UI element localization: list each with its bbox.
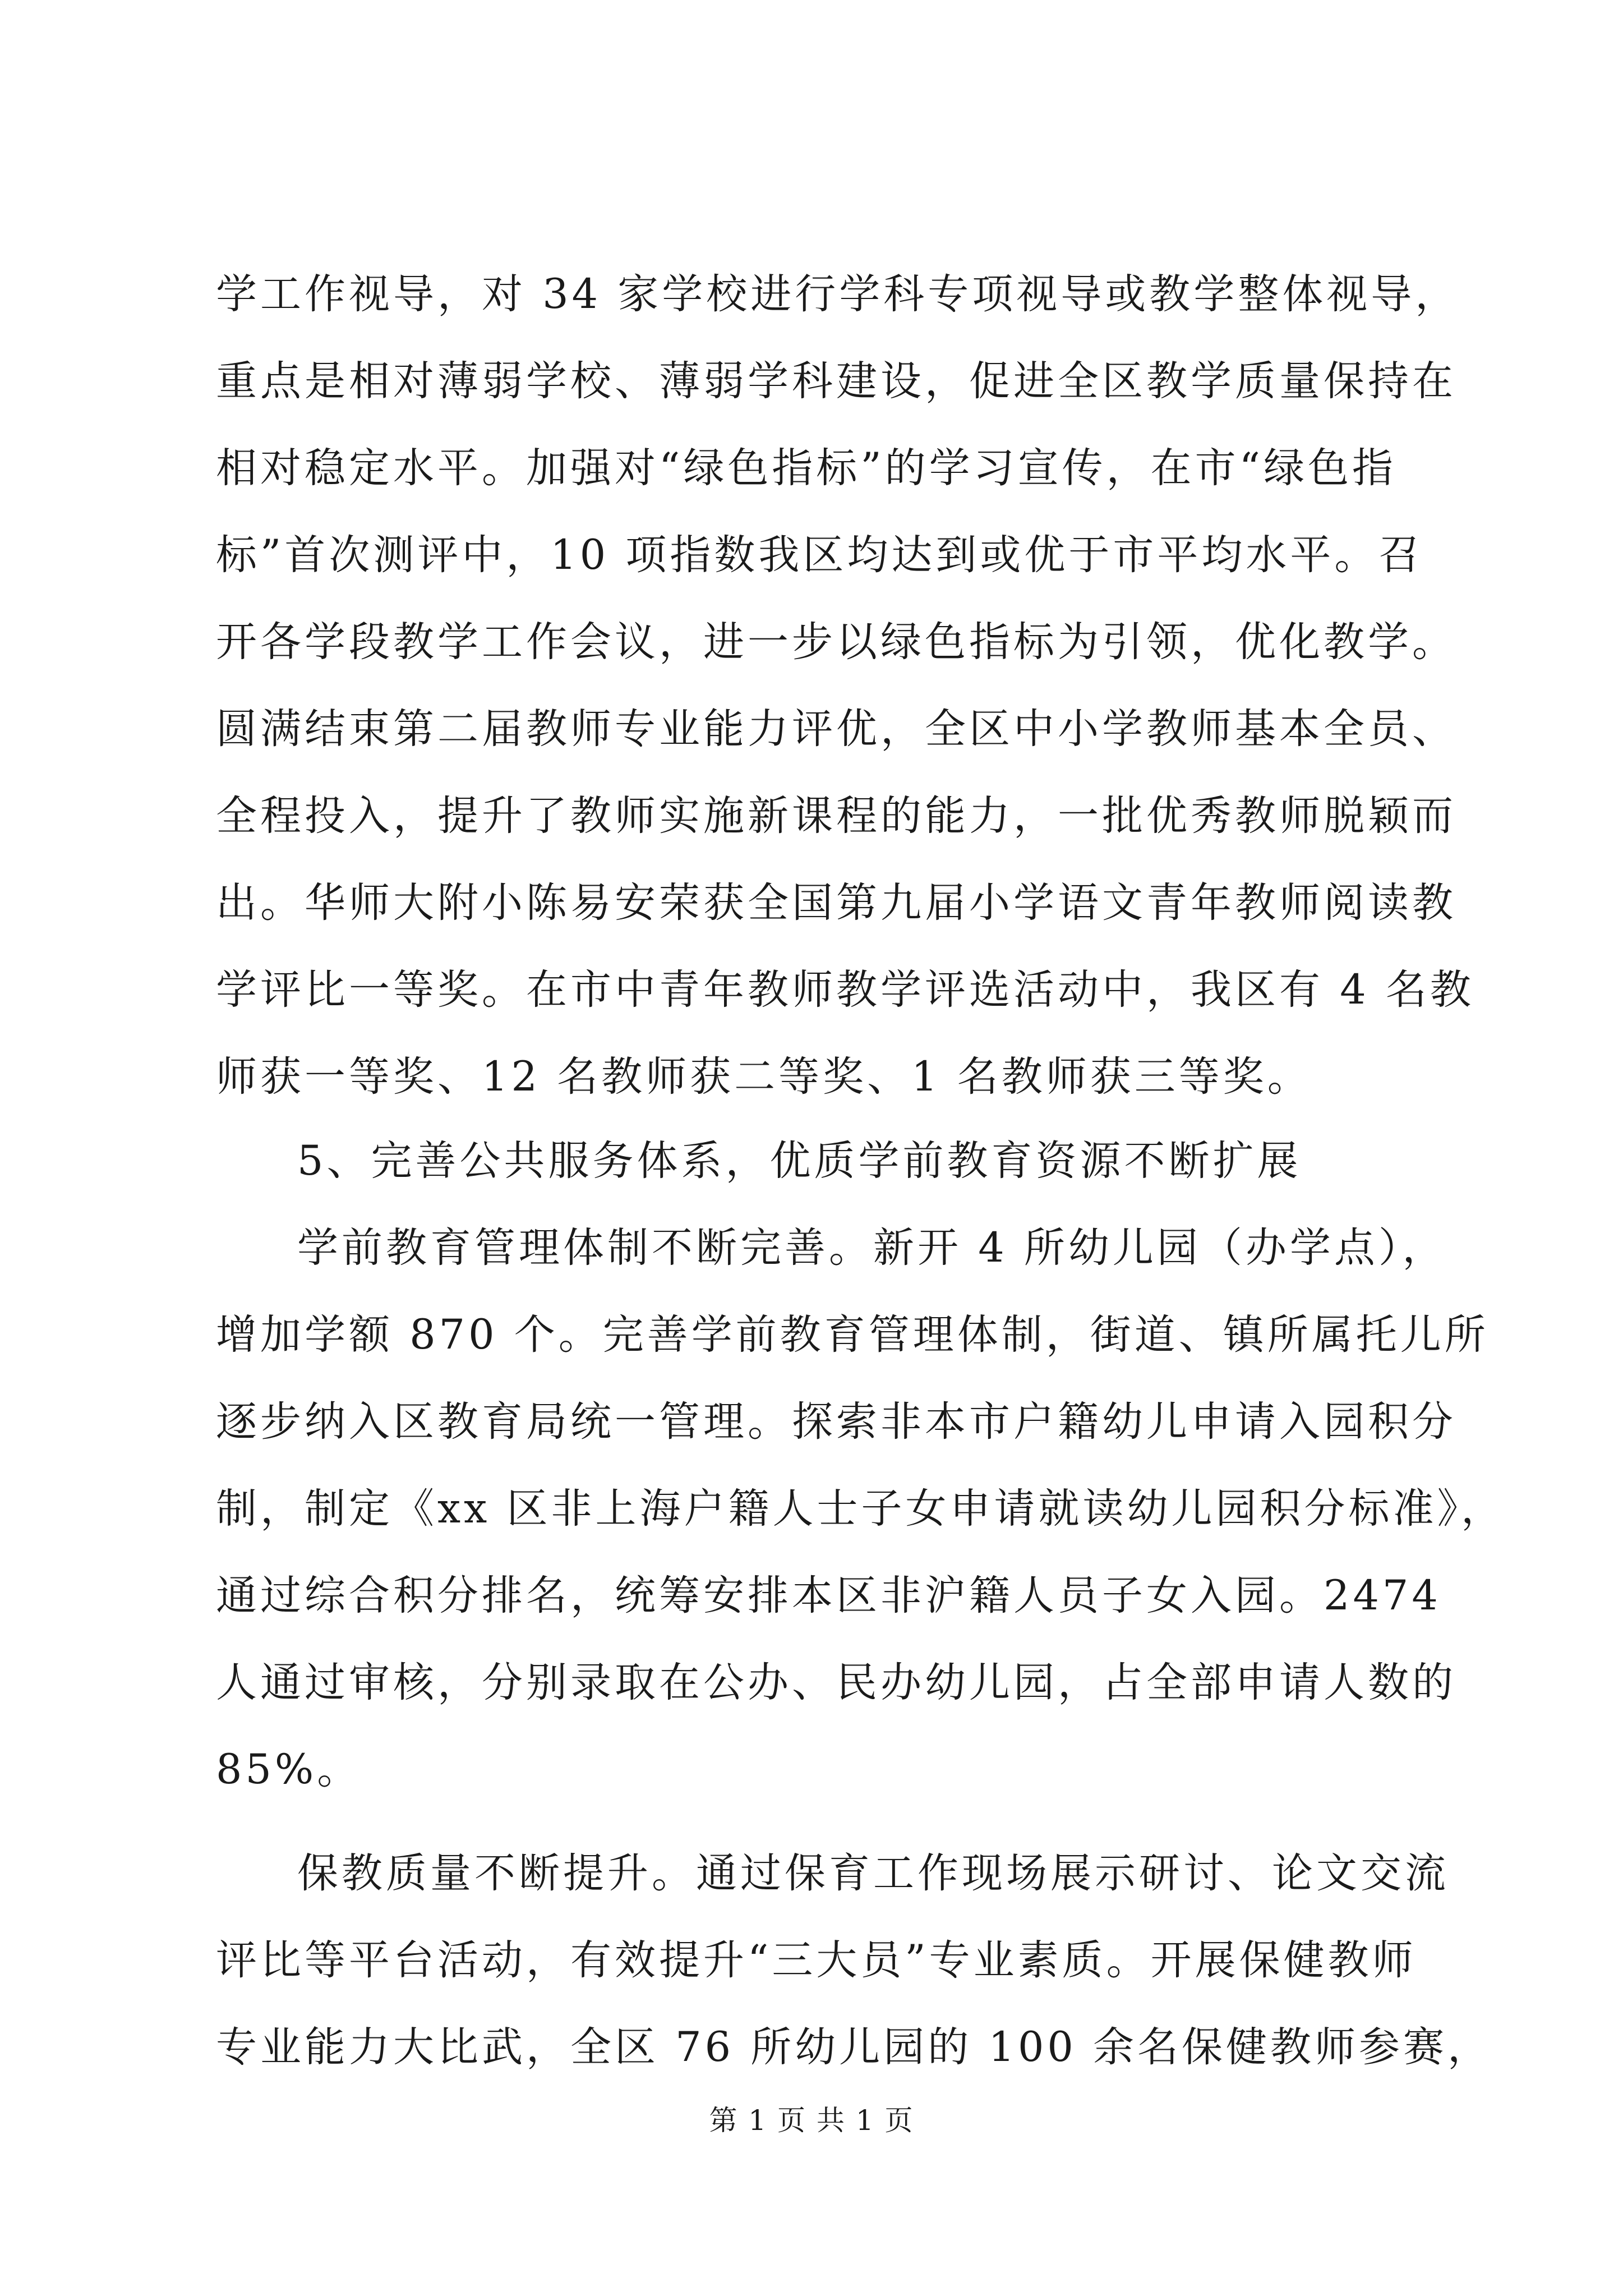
body-text-line: 标”首次测评中，10 项指数我区均达到或优于市平均水平。召 xyxy=(216,531,1423,579)
body-text-line: 85%。 xyxy=(216,1746,362,1793)
body-text-line: 评比等平台活动，有效提升“三大员”专业素质。开展保健教师 xyxy=(216,1936,1417,1984)
body-text-line: 开各学段教学工作会议，进一步以绿色指标为引领，优化教学。 xyxy=(216,618,1456,666)
body-text-line: 人通过审核，分别录取在公办、民办幼儿园，占全部申请人数的 xyxy=(216,1659,1456,1706)
page-number-footer: 第 1 页 共 1 页 xyxy=(709,2104,914,2137)
body-text-line: 逐步纳入区教育局统一管理。探索非本市户籍幼儿申请入园积分 xyxy=(216,1398,1456,1446)
body-text-line: 学评比一等奖。在市中青年教师教学评选活动中，我区有 4 名教 xyxy=(216,966,1474,1014)
body-text-line: 重点是相对薄弱学校、薄弱学科建设，促进全区教学质量保持在 xyxy=(216,357,1456,405)
body-text-line: 相对稳定水平。加强对“绿色指标”的学习宣传，在市“绿色指 xyxy=(216,444,1396,492)
body-text-line: 制，制定《xx 区非上海户籍人士子女申请就读幼儿园积分标准》， xyxy=(216,1485,1506,1533)
body-text-line: 师获一等奖、12 名教师获二等奖、1 名教师获三等奖。 xyxy=(216,1053,1312,1101)
body-text-line: 专业能力大比武，全区 76 所幼儿园的 100 余名保健教师参赛， xyxy=(216,2023,1492,2071)
paragraph-first-line: 学前教育管理体制不断完善。新开 4 所幼儿园（办学点）， xyxy=(297,1224,1447,1272)
body-text-line: 出。华师大附小陈易安荣获全国第九届小学语文青年教师阅读教 xyxy=(216,879,1456,927)
body-text-line: 通过综合积分排名，统筹安排本区非沪籍人员子女入园。2474 xyxy=(216,1572,1441,1619)
paragraph-first-line: 保教质量不断提升。通过保育工作现场展示研讨、论文交流 xyxy=(297,1849,1449,1897)
body-text-line: 增加学额 870 个。完善学前教育管理体制，街道、镇所属托儿所 xyxy=(216,1311,1489,1359)
body-text-line: 全程投入，提升了教师实施新课程的能力，一批优秀教师脱颖而 xyxy=(216,792,1456,840)
body-text-line: 圆满结束第二届教师专业能力评优，全区中小学教师基本全员、 xyxy=(216,705,1456,753)
body-text-line: 学工作视导，对 34 家学校进行学科专项视导或教学整体视导， xyxy=(216,270,1460,318)
section-heading: 5、完善公共服务体系，优质学前教育资源不断扩展 xyxy=(297,1137,1302,1185)
